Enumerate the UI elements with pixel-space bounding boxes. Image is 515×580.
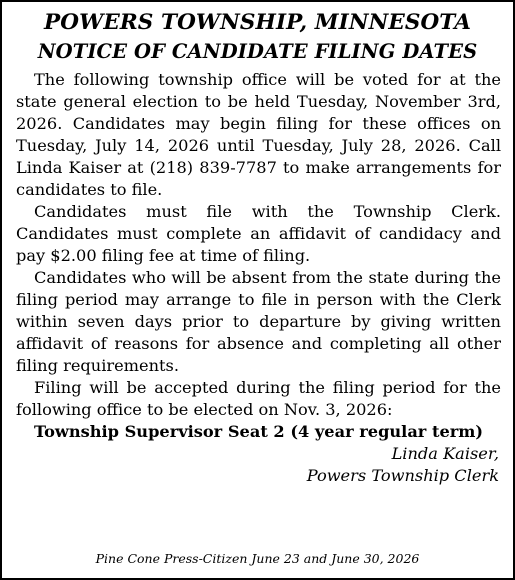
signature-name: Linda Kaiser, <box>391 444 499 463</box>
paragraph-filing-dates: The following township office will be voted for at the state general election to be held Tuesday, November 3rd, 2026. Candidates may begin filing for these offices on Tuesday, July 14, 2026 until Tuesday, July 28, 2026. Call Linda Kaiser at (218) 839-7787 to make arrangements for candidates to file. <box>16 70 501 199</box>
notice-body <box>16 69 501 487</box>
paragraph-filing-requirements: Candidates must file with the Township Clerk. Candidates must complete an affidavit of candidacy and pay $2.00 filing fee at time of filing. <box>16 202 501 265</box>
publication-line: Pine Cone Press-Citizen June 23 and June 30, 2026 <box>95 551 420 566</box>
paragraph-absentee-filing: Candidates who will be absent from the state during the filing period may arrange to file in person with the Clerk within seven days prior to departure by giving written affidavit of reasons for absence and completing all other filing requirements. <box>16 268 501 375</box>
paragraph-office-intro: Filing will be accepted during the filing period for the following office to be elected on Nov. 3, 2026: <box>16 378 501 419</box>
notice-subtitle: NOTICE OF CANDIDATE FILING DATES <box>37 40 478 63</box>
notice-title: POWERS TOWNSHIP, MINNESOTA <box>43 10 471 35</box>
signature-title: Powers Township Clerk <box>306 466 499 485</box>
office-name: Township Supervisor Seat 2 (4 year regular term) <box>33 422 484 441</box>
